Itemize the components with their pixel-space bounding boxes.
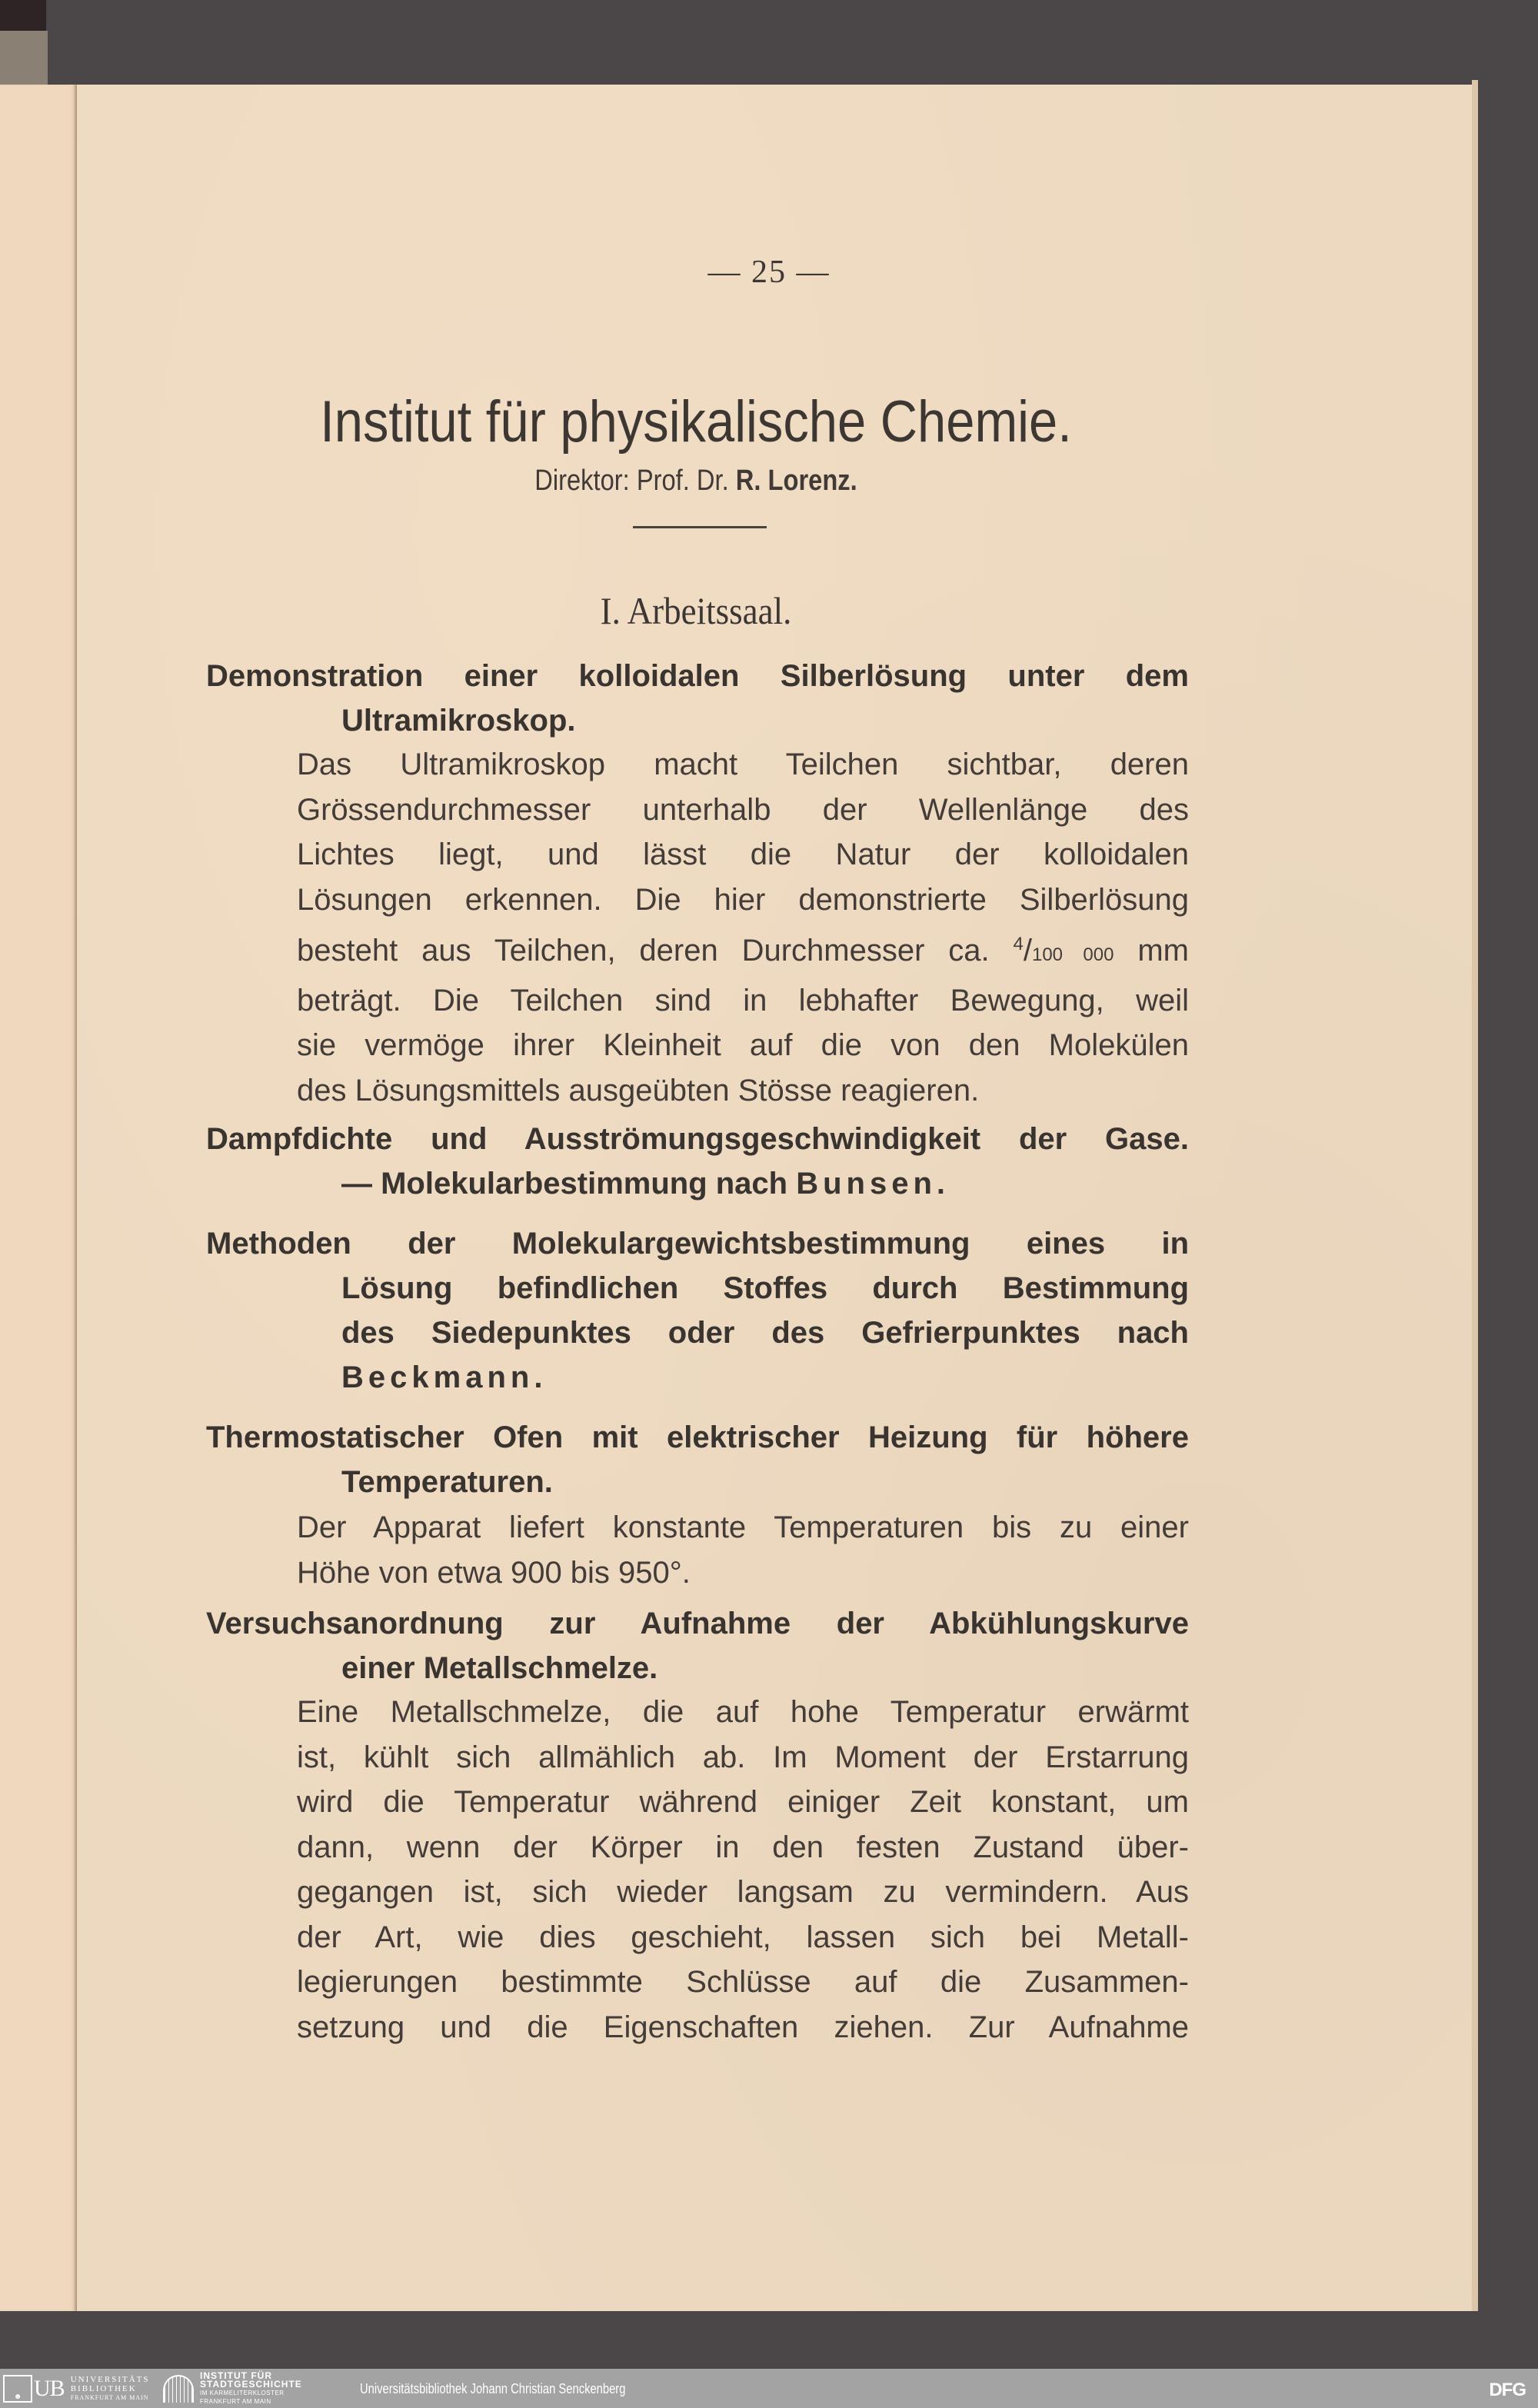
- heading-line: des Siedepunktes oder des Gefrierpunktes nach: [341, 1316, 1189, 1350]
- heading-line: Beckmann.: [341, 1361, 543, 1394]
- body-line: Grössendurchmesser unterhalb der Wellenlänge des: [297, 792, 1189, 827]
- body-line: gegangen ist, sich wieder langsam zu vermindern. Aus: [297, 1875, 1189, 1909]
- director-prefix: Direktor: Prof. Dr.: [534, 465, 729, 497]
- dfg-logo[interactable]: DFG: [1489, 2380, 1526, 2400]
- body-line: Lösungen erkennen. Die hier demonstrierte Silberlösung: [297, 882, 1189, 917]
- heading-line: Versuchsanordnung zur Aufnahme der Abkühlungskurve: [206, 1607, 1189, 1640]
- body-line: beträgt. Die Teilchen sind in lebhafter Bewegung, weil: [297, 983, 1189, 1017]
- heading-line: Methoden der Molekulargewichtsbestimmung eines in: [206, 1227, 1189, 1261]
- body-line: Eine Metallschmelze, die auf hohe Temperatur erwärmt: [297, 1695, 1189, 1729]
- arch-window-icon: [163, 2375, 194, 2403]
- portrait-icon: ☻: [3, 2375, 32, 2403]
- entry-body-cooling-curve: [297, 1690, 1189, 2050]
- heading-line: einer Metallschmelze.: [341, 1651, 658, 1685]
- body-line: der Art, wie dies geschieht, lassen sich bei Metall-: [297, 1920, 1189, 1954]
- page-number: — 25 —: [707, 255, 831, 290]
- body-line: Höhe von etwa 900 bis 950°.: [297, 1555, 691, 1590]
- entry-heading-vapor-density: [206, 1117, 1189, 1206]
- heading-line: Thermostatischer Ofen mit elektrischer Heizung für höhere: [206, 1420, 1189, 1454]
- body-text: besteht aus Teilchen, deren Durchmesser ca.: [297, 934, 990, 968]
- entry-body-silver-solution: [297, 742, 1189, 1113]
- scan-edge-cover: [0, 31, 48, 85]
- isg-text: INSTITUT FÜR STADTGESCHICHTE IM KARMELITERKLOSTER FRANKFURT AM MAIN: [200, 2370, 302, 2405]
- heading-line: Ultramikroskop.: [341, 704, 576, 738]
- body-line: dann, wenn der Körper in den festen Zustand über-: [297, 1830, 1189, 1864]
- heading-line: Demonstration einer kolloidalen Silberlösung unter dem: [206, 659, 1189, 693]
- heading-line: Dampfdichte und Ausströmungsgeschwindigkeit der Gase.: [206, 1122, 1189, 1156]
- body-line: legierungen bestimmte Schlüsse auf die Zusammen-: [297, 1965, 1189, 1999]
- body-line: des Lösungsmittels ausgeübten Stösse reagieren.: [297, 1073, 980, 1107]
- ub-text: UNIVERSITÄTS BIBLIOTHEK FRANKFURT AM MAIN: [70, 2375, 150, 2401]
- provider-footer-bar: [0, 2369, 1538, 2408]
- unit: mm: [1137, 934, 1189, 968]
- entry-heading-molecular-weight: [206, 1221, 1189, 1400]
- ub-letters: UB: [34, 2376, 65, 2401]
- body-line: setzung und die Eigenschaften ziehen. Zur Aufnahme: [297, 2010, 1189, 2044]
- body-line-with-fraction: [297, 922, 1189, 978]
- section-title: I. Arbeitssaal.: [600, 589, 792, 632]
- body-line: ist, kühlt sich allmählich ab. Im Moment der Erstarrung: [297, 1740, 1189, 1774]
- heading-line: Temperaturen.: [341, 1465, 553, 1499]
- heading-line: — Molekularbestimmung nach Bunsen.: [341, 1167, 946, 1201]
- entry-body-thermostatic-oven: [297, 1505, 1189, 1595]
- body-line: Das Ultramikroskop macht Teilchen sichtbar, deren: [297, 748, 1189, 781]
- scan-edge-dark: [0, 0, 46, 31]
- page-edge: [1472, 80, 1478, 2311]
- body-line: sie vermöge ihrer Kleinheit auf die von den Molekülen: [297, 1028, 1189, 1062]
- institute-title: Institut für physikalische Chemie.: [320, 389, 1072, 455]
- title-divider: [633, 526, 767, 528]
- ub-library-logo[interactable]: [3, 2375, 150, 2403]
- previous-page-edge: [0, 85, 77, 2311]
- name-beckmann: Beckmann: [341, 1361, 534, 1394]
- body-line: wird die Temperatur während einiger Zeit konstant, um: [297, 1785, 1189, 1819]
- fraction: $^4$/100 000: [1013, 934, 1114, 968]
- isg-institute-logo[interactable]: [163, 2370, 302, 2405]
- library-credit: Universitätsbibliothek Johann Christian Senckenberg: [360, 2381, 626, 2396]
- entry-heading-thermostatic-oven: [206, 1415, 1189, 1504]
- heading-line: Lösung befindlichen Stoffes durch Bestimmung: [341, 1271, 1189, 1305]
- entry-heading-cooling-curve: [206, 1601, 1189, 1690]
- body-line: Lichtes liegt, und lässt die Natur der kolloidalen: [297, 838, 1189, 871]
- name-bunsen: Bunsen: [796, 1167, 937, 1201]
- body-line: Der Apparat liefert konstante Temperaturen bis zu einer: [297, 1510, 1189, 1544]
- director-line: [98, 465, 1295, 498]
- entry-heading-silver-solution: [206, 654, 1189, 743]
- director-name: R. Lorenz.: [735, 465, 857, 497]
